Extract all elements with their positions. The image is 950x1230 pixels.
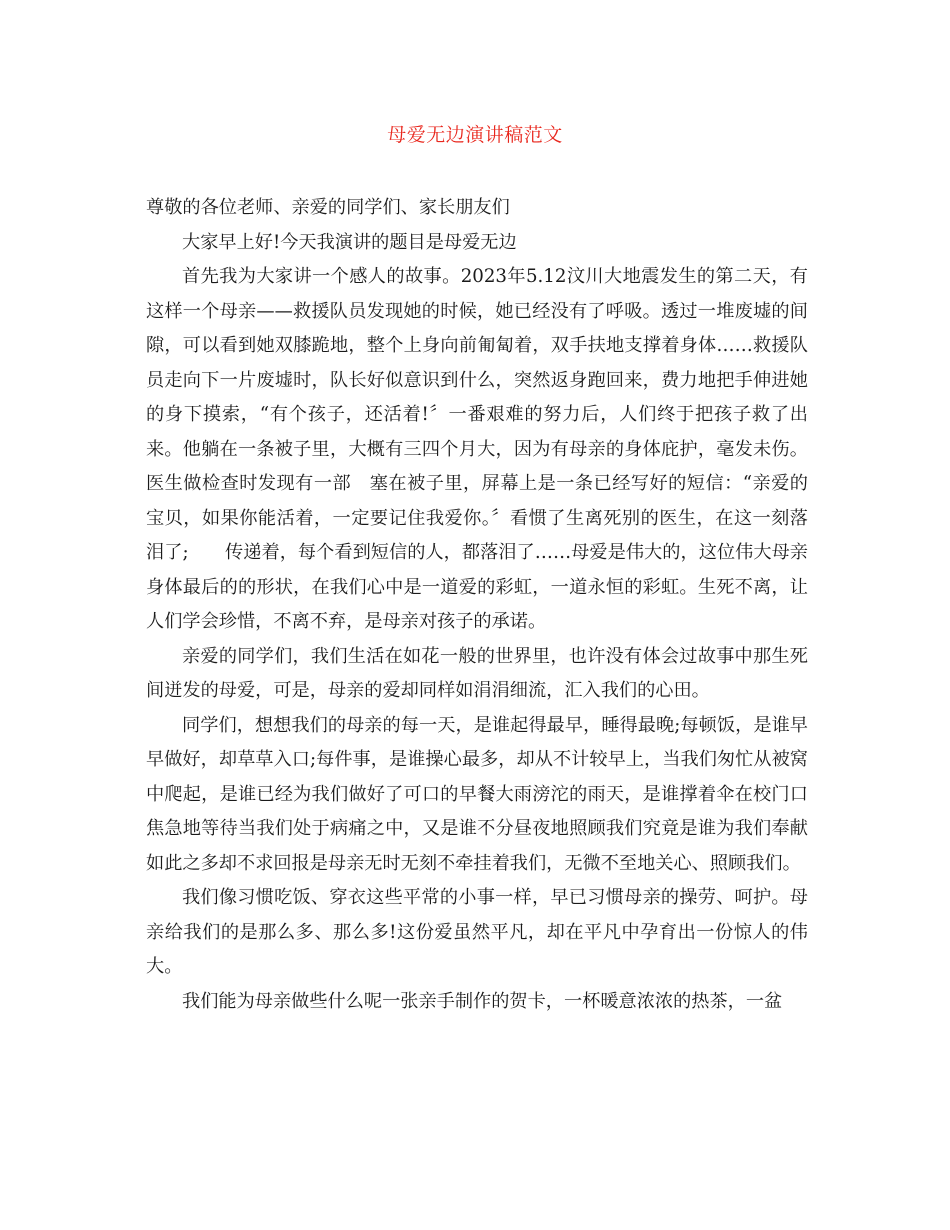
document-body [146,191,808,1019]
paragraph-greeting: 大家早上好!今天我演讲的题目是母爱无边 [182,231,517,253]
paragraph-daily-care: 同学们，想想我们的母亲的每一天，是谁起得最早，睡得最晚;每顿饭，是谁早早做好，却草草入口;每件事，是谁操心最多，却从不计较早上，当我们匆忙从被窝中爬起，是谁已经为我们做好了可口的早餐大雨滂沱的雨天，是谁撑着伞在校门口焦急地等待当我们处于病痛之中，又是谁不分昼夜地照顾我们究竟是谁为我们奉献如此之多却不求回报是母亲无时无刻不牵挂着我们，无微不至地关心、照顾我们。 [146,714,808,874]
paragraph-story: 首先我为大家讲一个感人的故事。2023年5.12汶川大地震发生的第二天，有这样一个母亲——救援队员发现她的时候，她已经没有了呼吸。透过一堆废墟的间隙，可以看到她双膝跪地，整个上身向前匍匐着，双手扶地支撑着身体……救援队员走向下一片废墟时，队长好似意识到什么，突然返身跑回来，费力地把手伸进她的身下摸索，“有个孩子，还活着!〞一番艰难的努力后，人们终于把孩子救了出来。他躺在一条被子里，大概有三四个月大，因为有母亲的身体庇护，毫发未伤。医生做检查时发现有一部 塞在被子里，屏幕上是一条已经写好的短信：“亲爱的宝贝，如果你能活着，一定要记住我爱你。〞看惯了生离死别的医生，在这一刻落泪了; 传递着，每个看到短信的人，都落泪了……母爱是伟大的，这位伟大母亲身体最后的的形状，在我们心中是一道爱的彩虹，一道永恒的彩虹。生死不离，让人们学会珍惜，不离不弃，是母亲对孩子的承诺。 [146,266,808,632]
paragraph-habit: 我们像习惯吃饭、穿衣这些平常的小事一样，早已习惯母亲的操劳、呵护。母亲给我们的是那么多、那么多!这份爱虽然平凡，却在平凡中孕育出一份惊人的伟大。 [146,887,808,977]
paragraph-classmates: 亲爱的同学们，我们生活在如花一般的世界里，也许没有体会过故事中那生死间迸发的母爱，可是，母亲的爱却同样如涓涓细流，汇入我们的心田。 [146,645,808,701]
document-title: 母爱无边演讲稿范文 [387,124,563,146]
paragraph-what-we-can-do: 我们能为母亲做些什么呢一张亲手制作的贺卡，一杯暖意浓浓的热茶，一盆 [182,990,783,1012]
salutation: 尊敬的各位老师、亲爱的同学们、家长朋友们 [146,197,510,218]
